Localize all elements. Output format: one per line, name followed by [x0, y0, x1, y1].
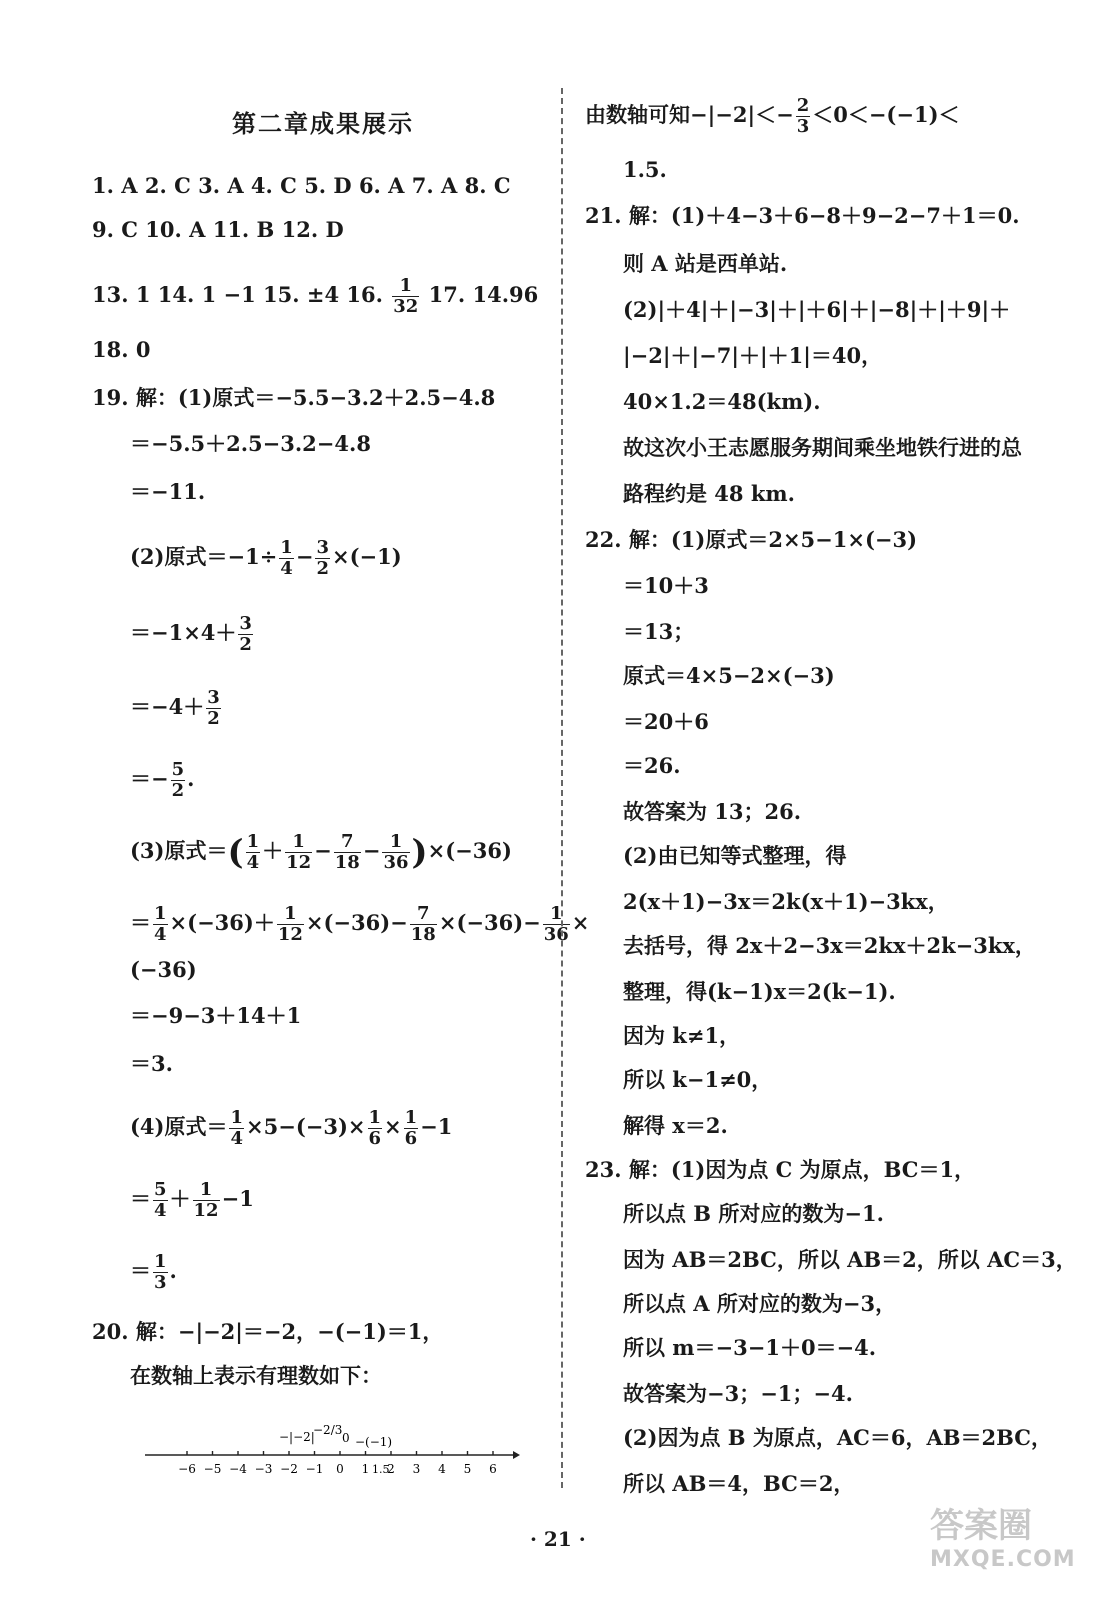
text: × [384, 1114, 402, 1139]
axis-arrow [513, 1451, 520, 1459]
numerator: 1 [154, 903, 167, 924]
label-zero-point: 0 [342, 1431, 350, 1445]
numerator: 3 [239, 613, 252, 634]
tick-label: −1 [305, 1462, 324, 1476]
fraction [153, 1180, 168, 1221]
text: ＝−4＋ [130, 694, 205, 719]
text: × [571, 910, 590, 935]
label-1-5: 1.5 [372, 1463, 390, 1476]
denominator: 6 [404, 1128, 418, 1149]
fraction [246, 832, 261, 873]
q23-line-6: 故答案为−3；−1；−4. [623, 1381, 853, 1406]
q19-line-8: (3)原式＝( $\frac{1}{4}$ ＋ $\frac{1}{12}$ − $\frac{7}{18}$ − $\frac{1}{36}$ )×(−36) [130, 831, 512, 873]
fraction [315, 538, 330, 579]
denominator: 2 [171, 780, 185, 801]
text: ＋ [169, 1186, 191, 1211]
numerator: 1 [285, 832, 312, 853]
text: (2)原式＝−1÷ [130, 544, 278, 569]
fraction [404, 1108, 419, 1149]
q22-line-4: 原式＝4×5−2×(−3) [623, 663, 835, 688]
column-divider [561, 88, 563, 1488]
tick-label: −4 [229, 1462, 247, 1476]
numerator: 5 [171, 759, 185, 780]
denominator: 36 [543, 924, 569, 945]
numerator: 1 [154, 1251, 167, 1272]
tick-label-group [178, 1462, 497, 1476]
text: ×(−36)＋ [169, 910, 275, 935]
watermark-url: MXQE.COM [930, 1547, 1076, 1572]
text: ＝ [130, 1258, 151, 1283]
q19-line-7 [130, 760, 194, 801]
tick-label: 1 [361, 1462, 370, 1476]
text: ×(−36)− [305, 910, 408, 935]
number-line-diagram [145, 1420, 520, 1480]
q23-line-1: 23. 解：(1)因为点 C 为原点，BC＝1， [585, 1157, 976, 1182]
fill-text-b: 17. 14.96 [428, 282, 539, 307]
fraction-1-32 [392, 276, 419, 317]
fraction [153, 1252, 168, 1293]
tick-label: 0 [336, 1462, 344, 1476]
r-line-1 [585, 96, 960, 137]
tick-label: 4 [438, 1462, 446, 1476]
numerator: 1 [382, 832, 409, 853]
q22-line-10: 去括号，得 2x＋2−3x＝2kx＋2k−3kx， [623, 933, 1036, 958]
r-line-2: 1.5. [623, 157, 667, 182]
text: ×(−1) [331, 544, 402, 569]
text: ＝ [130, 1186, 151, 1211]
denominator: 3 [796, 116, 810, 137]
q21-line-6: 故这次小王志愿服务期间乘坐地铁行进的总 [623, 435, 1022, 460]
q19-line-2: ＝−5.5＋2.5−3.2−4.8 [130, 431, 371, 456]
q21-line-4: |−2|＋|−7|＋|＋1|＝40， [623, 343, 883, 368]
fraction [334, 832, 361, 873]
tick-label: −2 [280, 1462, 298, 1476]
numerator: 1 [246, 831, 260, 852]
q22-line-12: 因为 k≠1， [623, 1023, 741, 1048]
label-neg-2-3: −2/3 [313, 1423, 343, 1437]
q21-line-2: 则 A 站是西单站. [623, 251, 788, 276]
fraction [206, 688, 221, 729]
q22-line-2: ＝10＋3 [623, 573, 709, 598]
text: ×(−36)− [438, 910, 541, 935]
mc-answers-1: 1. A 2. C 3. A 4. C 5. D 6. A 7. A 8. C [92, 173, 511, 198]
label-neg-neg1: −(−1) [355, 1435, 393, 1449]
fill-answers-1 [92, 276, 538, 317]
numerator: 1 [193, 1180, 220, 1201]
q22-line-3: ＝13； [623, 619, 695, 644]
text: (3)原式＝ [130, 838, 228, 863]
q22-line-7: 故答案为 13；26. [623, 799, 802, 824]
denominator: 4 [280, 558, 293, 579]
page-number: · 21 · [530, 1527, 586, 1551]
fraction [238, 614, 253, 655]
q23-line-3: 因为 AB＝2BC，所以 AB＝2，所以 AC＝3， [623, 1247, 1077, 1272]
denominator: 18 [410, 924, 436, 945]
numerator: 1 [280, 537, 293, 558]
fraction [193, 1180, 220, 1221]
fraction [277, 904, 304, 945]
q19-line-6 [130, 688, 223, 729]
numerator: 1 [543, 904, 570, 925]
fraction [229, 1108, 244, 1149]
denominator: 12 [193, 1200, 219, 1221]
q19-line-10: (−36) [130, 957, 197, 982]
denominator: 4 [230, 1128, 244, 1149]
q20-line-1: 20. 解：−|−2|＝−2，−(−1)＝1， [92, 1319, 444, 1344]
tick-label: 6 [489, 1462, 497, 1476]
page-title: 第二章成果展示 [232, 109, 414, 138]
label-neg-abs-neg2: −|−2| [279, 1430, 315, 1444]
text: − [295, 544, 314, 569]
q23-line-5: 所以 m＝−3−1＋0＝−4. [623, 1335, 877, 1360]
fraction [368, 1108, 383, 1149]
q22-line-9: 2(x＋1)−3x＝2k(x＋1)−3kx， [623, 889, 949, 914]
fraction [153, 904, 168, 945]
numerator: 1 [404, 1107, 418, 1128]
denominator: 4 [246, 852, 260, 873]
q23-line-7: (2)因为点 B 为原点，AC＝6，AB＝2BC， [623, 1425, 1052, 1450]
tick-label: −5 [203, 1462, 222, 1476]
tick-label: −6 [178, 1462, 196, 1476]
q22-line-8: (2)由已知等式整理，得 [623, 843, 847, 868]
fraction [543, 904, 570, 945]
fraction [279, 538, 294, 579]
text: (4)原式＝ [130, 1114, 228, 1139]
numerator: 3 [316, 537, 329, 558]
denominator: 2 [207, 708, 220, 729]
denominator: 2 [239, 634, 252, 655]
denominator: 6 [368, 1128, 382, 1149]
q21-line-5: 40×1.2＝48(km). [623, 389, 821, 414]
denominator: 4 [154, 1200, 167, 1221]
tick-label: 5 [463, 1462, 472, 1476]
paren: ( [227, 832, 244, 873]
text: 由数轴可知−|−2|＜− [585, 102, 794, 127]
q23-line-4: 所以点 A 所对应的数为−3， [623, 1291, 897, 1316]
mc-answers-2: 9. C 10. A 11. B 12. D [92, 217, 344, 242]
q22-line-5: ＝20＋6 [623, 709, 709, 734]
paren: ) [411, 832, 428, 873]
denominator: 32 [393, 296, 419, 317]
q22-line-1: 22. 解：(1)原式＝2×5−1×(−3) [585, 527, 918, 552]
numerator: 5 [154, 1179, 167, 1200]
tick-label: 3 [412, 1462, 421, 1476]
denominator: 18 [334, 852, 360, 873]
q19-line-15 [130, 1252, 177, 1293]
fill-answers-2: 18. 0 [92, 337, 151, 362]
fill-text-a: 13. 1 14. 1 −1 15. ±4 16. [92, 282, 383, 307]
fraction [382, 832, 409, 873]
denominator: 3 [154, 1272, 167, 1293]
numerator: 7 [410, 904, 437, 925]
numerator: 2 [796, 95, 810, 116]
text: −1 [221, 1186, 254, 1211]
tick-label: −3 [254, 1462, 273, 1476]
numerator: 1 [230, 1107, 244, 1128]
q21-line-1: 21. 解：(1)＋4−3＋6−8＋9−2−7＋1＝0. [585, 203, 1020, 228]
text: −1 [420, 1114, 453, 1139]
text: ＝−1×4＋ [130, 620, 237, 645]
numerator: 3 [207, 687, 220, 708]
text: ×5−(−3)× [246, 1114, 366, 1139]
q19-line-1: 19. 解：(1)原式＝−5.5−3.2＋2.5−4.8 [92, 385, 496, 410]
watermark-text: 答案圈 [930, 1506, 1032, 1546]
q20-line-2: 在数轴上表示有理数如下： [130, 1363, 382, 1388]
q19-line-14 [130, 1180, 254, 1221]
q23-line-2: 所以点 B 所对应的数为−1. [623, 1201, 884, 1226]
q22-line-13: 所以 k−1≠0， [623, 1067, 773, 1092]
numerator: 7 [334, 832, 361, 853]
watermark [930, 1498, 1076, 1572]
q21-line-3: (2)|＋4|＋|−3|＋|＋6|＋|−8|＋|＋9|＋ [623, 297, 1011, 322]
text: ＝− [130, 766, 169, 791]
q23-line-8: 所以 AB＝4，BC＝2， [623, 1471, 855, 1496]
text: . [169, 1258, 177, 1283]
q22-line-11: 整理，得(k−1)x＝2(k−1). [623, 979, 896, 1004]
tick-label: 2 [387, 1462, 395, 1476]
numerator: 1 [392, 276, 419, 297]
denominator: 12 [286, 852, 312, 873]
denominator: 4 [154, 924, 167, 945]
q19-line-9: ＝ $\frac{1}{4}$ ×(−36)＋ $\frac{1}{12}$ ×(−36)− $\frac{7}{18}$ ×(−36)− $\frac{1}{36}$ × [130, 903, 590, 945]
text: . [187, 766, 195, 791]
q19-line-4 [130, 538, 402, 579]
fraction [410, 904, 437, 945]
q19-line-13 [130, 1108, 452, 1149]
denominator: 2 [316, 558, 329, 579]
q19-line-11: ＝−9−3＋14＋1 [130, 1003, 302, 1028]
fraction [796, 96, 811, 137]
q22-line-14: 解得 x＝2. [623, 1113, 728, 1138]
denominator: 12 [277, 924, 303, 945]
q22-line-6: ＝26. [623, 753, 681, 778]
q19-line-12: ＝3. [130, 1051, 173, 1076]
numerator: 1 [368, 1107, 382, 1128]
fraction [171, 760, 186, 801]
q19-line-5 [130, 614, 255, 655]
text: ＜0＜−(−1)＜ [812, 102, 960, 127]
q21-line-7: 路程约是 48 km. [623, 481, 795, 506]
numerator: 1 [277, 904, 304, 925]
q19-line-3: ＝−11. [130, 479, 206, 504]
denominator: 36 [383, 852, 409, 873]
fraction [285, 832, 312, 873]
text: ×(−36) [427, 838, 512, 863]
